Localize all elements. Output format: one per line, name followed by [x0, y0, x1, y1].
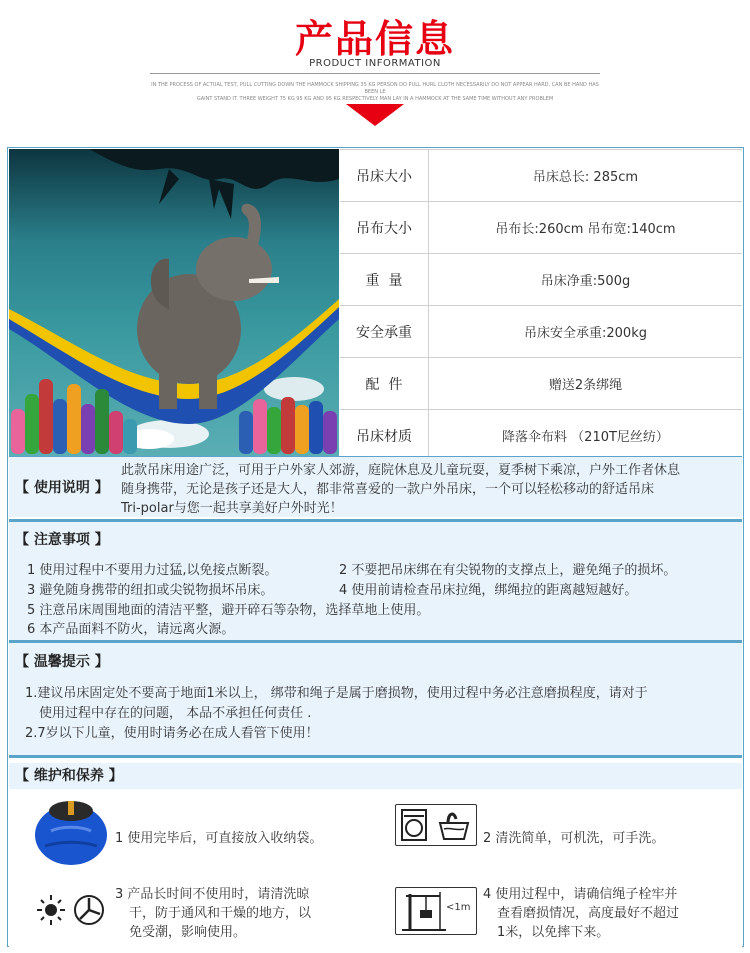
- page-header: [0, 0, 750, 140]
- storage-bag-icon: [31, 791, 111, 866]
- spec-label: 吊布大小: [340, 202, 429, 253]
- care-item-4-line3: 1米，以免摔下来。: [497, 925, 610, 940]
- spec-label: 吊床大小: [340, 150, 429, 201]
- fine-print-line2: GAINT STAND IT. THREE WEIGHT 75 KG 95 KG AND 95 KG RESPECTIVELY MAN LAY IN A HAMMOCK AT THE SAME TIME WITHOUT ANY PROBLEM: [196, 96, 554, 102]
- spec-label: 重 量: [340, 254, 429, 305]
- spec-row: [340, 202, 742, 254]
- care-section: [9, 755, 742, 948]
- tips-line2: 使用过程中存在的问题， 本品不承担任何责任 .: [39, 706, 312, 721]
- usage-line2: 随身携带，无论是孩子还是大人，都非常喜爱的一款户外吊床，一个可以轻松移动的舒适吊床: [121, 482, 655, 497]
- care-item-2: 2 清洗简单，可机洗，可手洗。: [483, 831, 665, 846]
- fine-print: [150, 82, 600, 103]
- spec-value: 吊布长:260cm 吊布宽:140cm: [495, 222, 676, 237]
- title-divider: [150, 73, 600, 74]
- spec-row: [340, 410, 742, 462]
- notice-item: 3 避免随身携带的纽扣或尖锐物损坏吊床。: [27, 583, 274, 598]
- spec-row: [340, 358, 742, 410]
- height-mark: <1m: [446, 902, 471, 913]
- height-limit-icon: [395, 887, 477, 935]
- down-arrow-icon: [346, 104, 404, 126]
- spec-label: 配 件: [340, 358, 429, 409]
- notice-item: 6 本产品面料不防火，请远离火源。: [27, 622, 235, 637]
- washing-machine-icon: [395, 804, 477, 846]
- spec-row: [340, 306, 742, 358]
- notice-item: 1 使用过程中不要用力过猛,以免接点断裂。: [27, 563, 278, 578]
- care-item-4: [483, 885, 679, 942]
- tips-heading: 【 温馨提示 】: [15, 654, 109, 670]
- tips-line3: 2.7岁以下儿童，使用时请务必在成人看管下使用！: [25, 726, 319, 741]
- spec-label: 吊床材质: [340, 410, 429, 461]
- usage-heading: 【 使用说明 】: [15, 480, 109, 496]
- page-title: 产品信息: [294, 17, 455, 61]
- care-item-4-line2: 查看磨损情况，高度最好不超过: [497, 906, 680, 921]
- care-item-3-line3: 免受潮，影响使用。: [129, 925, 247, 940]
- tips-section: [9, 640, 742, 755]
- spec-row: [340, 149, 742, 202]
- notice-item: 5 注意吊床周围地面的清洁平整，避开碎石等杂物，选择草地上使用。: [27, 603, 430, 618]
- notice-heading: 【 注意事项 】: [15, 532, 109, 548]
- notice-section: [9, 519, 742, 640]
- care-item-4-line1: 4 使用过程中，请确信绳子栓牢并: [483, 887, 678, 902]
- care-item-3-line2: 干，防于通风和干燥的地方，以: [129, 906, 312, 921]
- spec-value: 吊床总长: 285cm: [532, 170, 639, 185]
- fine-print-line1: IN THE PROCESS OF ACTUAL TEST, PULL CUTTING DOWN THE HAMMOCK SHIPPING 35 KG PERSON DO PULL HURL CLOTH NECESSARILY DO NOT APPEAR HARD, CAN BE HAND HAS BEEN LE: [151, 82, 599, 95]
- spec-value: 吊床安全承重:200kg: [524, 326, 647, 341]
- notice-item: 2 不要把吊床绑在有尖锐物的支撑点上，避免绳子的损坏。: [339, 563, 677, 578]
- spec-value: 吊床净重:500g: [540, 274, 631, 289]
- tips-line1: 1.建议吊床固定处不要高于地面1米以上， 绑带和绳子是属于磨损物，使用过程中务必注意磨损程度，请对于: [25, 686, 648, 701]
- care-item-3-line1: 3 产品长时间不使用时，请清洗晾: [115, 887, 310, 902]
- care-item-3: [115, 885, 311, 942]
- usage-line3: Tri-polar与您一起共享美好户外时光！: [121, 501, 343, 516]
- page-subtitle: PRODUCT INFORMATION: [309, 58, 441, 69]
- sun-dry-icon: [37, 893, 109, 927]
- product-photo: [9, 149, 339, 456]
- spec-row: [340, 254, 742, 306]
- spec-value: 降落伞布料 （210T尼丝纺）: [502, 430, 669, 445]
- spec-label: 安全承重: [340, 306, 429, 357]
- usage-section: [9, 456, 742, 517]
- spec-value: 赠送2条绑绳: [548, 378, 623, 393]
- notice-item: 4 使用前请检查吊床拉绳，绑绳拉的距离越短越好。: [339, 583, 638, 598]
- care-heading: 【 维护和保养 】: [9, 763, 742, 789]
- usage-text: [121, 461, 680, 518]
- usage-line1: 此款吊床用途广泛，可用于户外家人郊游，庭院休息及儿童玩耍，夏季树下乘凉，户外工作者休息: [121, 463, 681, 478]
- care-item-1: 1 使用完毕后，可直接放入收纳袋。: [115, 831, 323, 846]
- spec-table: [340, 149, 742, 462]
